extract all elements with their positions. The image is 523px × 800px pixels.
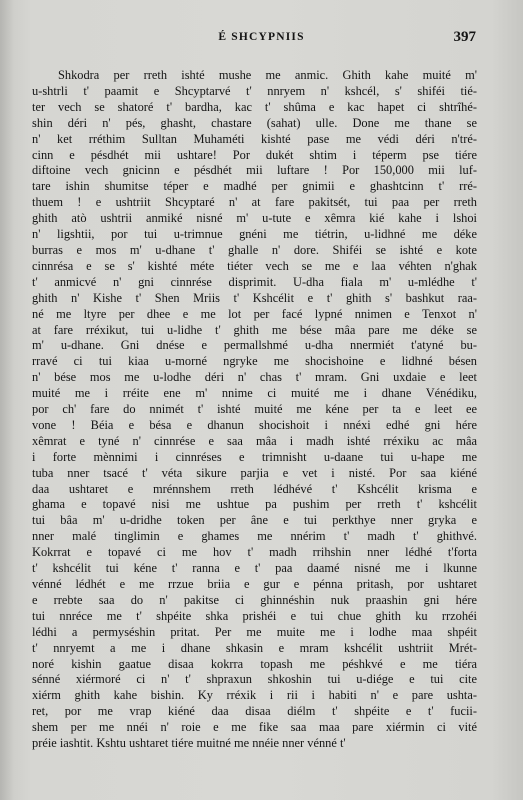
text-line: e rrebte saa do n' pakitse ci ghinnéshin nuk praashin gni hére bbox=[32, 592, 477, 607]
text-line: i forte mènnimi i cinnréses e trimnisht u-daane tui u-hape me bbox=[32, 449, 477, 464]
page-number: 397 bbox=[453, 29, 476, 45]
text-line: né me ltyre per dhee e me lot per facé lypné nnimen e Tenxot n' bbox=[32, 306, 477, 321]
text-line: nner malé tinglimin e ghames me nnérim t' madh t' ghithvé. bbox=[32, 529, 477, 544]
text-line: shem per me nnéi n' roie e me fike saa maa pare xiérmin ci vité bbox=[32, 720, 477, 735]
page-header bbox=[0, 31, 523, 47]
text-line: tui bâa m' u-dridhe token per âne e tui perkthye nner gryka e bbox=[32, 513, 477, 528]
text-line: Kokrrat e topavé ci me hov t' madh rrihshin nner lédhé t'forta bbox=[32, 545, 477, 560]
text-line: préie iashtit. Kshtu ushtaret tiére muitné me nnéie nner vénné t' bbox=[32, 736, 346, 751]
text-line: lédhi a permyséshin pritat. Per me muite me i lodhe maa shpéit bbox=[32, 624, 477, 639]
text-line: ter vech se shatoré t' bardha, kac t' shûma e kac hapet ci shtrîhé- bbox=[32, 99, 477, 114]
text-line: xiérm ghith kahe bishin. Ky rréxik i rii i habiti n' e pare ushta- bbox=[32, 688, 477, 703]
text-line: daa ushtaret e mrénnshem rreth lédhévé t' Kshcélit krisma e bbox=[32, 481, 477, 496]
text-line: m' u-dhane. Gni dnése e permallshmé u-dha nnermiét t'atyné bu- bbox=[32, 338, 477, 353]
text-line: cinnrésa e se s' kishté méte tiéter vech se me e laa véhten n'ghak bbox=[32, 258, 477, 273]
text-line: diftoine vech gnicinn e pésdhét mii luftare ! Por 150,000 mii luf- bbox=[32, 163, 477, 178]
gutter-shadow bbox=[0, 0, 14, 800]
text-line: tui nnréce me t' shpéite shka prishéi e tui chue ghith ku rrzohéi bbox=[32, 608, 477, 623]
text-line: muité me i rréite ene m' nnime ci muité me i dhane Vénédiku, bbox=[32, 386, 477, 401]
text-line: por ch' fare do nnimét t' ishté muité me kéne per ta e leet ee bbox=[32, 402, 477, 417]
text-line: burras e mos m' u-dhane t' ghalle n' dore. Shiféi se ishté e kote bbox=[32, 242, 477, 257]
text-line: n' ket rréthim Sulltan Muhaméti kishté pase me védi déri n'tré- bbox=[32, 131, 477, 146]
text-line: t' anmicvé n' gni cinnrése disprimit. U-dha fiala m' u-mlédhe t' bbox=[32, 274, 477, 289]
text-line: n' bése mos me u-lodhe déri n' chas t' mram. Gni uxdaie e leet bbox=[32, 370, 477, 385]
text-line: u-shtrli t' paamit e Shcyptarvé t' nnryem n' kshcél, s' shiféi tié- bbox=[32, 83, 477, 98]
text-line: thuem ! e ushtriit Shcyptaré n' at fare pakitsét, tui paa per rreth bbox=[32, 195, 477, 210]
text-line: cinn e pésdhét mii ushtare! Por dukét shtim i téperm pse tiére bbox=[32, 147, 477, 162]
text-line: t' nnryemt a me i dhane shkasin e mram kshcélit ushtriit Mrét- bbox=[32, 640, 477, 655]
text-line: ghith atò ushtrii anmiké nisné m' u-tute e xêmra kié kahe i lshoi bbox=[32, 211, 477, 226]
text-line: Shkodra per rreth ishté mushe me anmic. Ghith kahe muité m' bbox=[58, 68, 477, 82]
running-head: É SHCYPNIIS bbox=[218, 31, 305, 43]
text-line: tare ishin shumitse téper e madhé per gnimii e ghashtcinn t' rré- bbox=[32, 179, 477, 194]
text-line: shin déri n' pés, ghasht, chastare (sahat) ulle. Done me thane se bbox=[32, 115, 477, 130]
text-line: noré kishin gaatue disaa kokrra topash me péshkvé e me tiéra bbox=[32, 656, 477, 671]
text-line: ghama e topavé nisi me ushtue pa pushim per rreth t' kshcélit bbox=[32, 497, 477, 512]
body-text bbox=[32, 68, 477, 752]
text-line: ret, por me vrap kiéné daa disaa diélm t' shpéite e t' fucii- bbox=[32, 704, 477, 719]
text-line: t' kshcélit tui kéne t' ranna e t' paa daamé nisné me i lkunne bbox=[32, 561, 477, 576]
text-line: sénné xiérmoré ci n' t' shpraxun shkoshin tui u-diége e tui cite bbox=[32, 672, 477, 687]
text-line: vénné lédhét e me rrzue briia e gur e pénna pritash, por ushtaret bbox=[32, 577, 477, 591]
text-line: ghith n' Kishe t' Shen Mriis t' Kshcélit e t' ghith s' bashkut raa- bbox=[32, 290, 477, 305]
text-line: xêmrat e tyné n' cinnrése e saa mâa i madh ishté rréxiku ac mâa bbox=[32, 433, 477, 448]
text-line: at fare rréxikut, tui u-lidhe t' ghith me bése mâa pare me déke se bbox=[32, 322, 477, 337]
text-line: rravé ci tui kiaa u-morné ngryke me shocishoine e lidhné bésen bbox=[32, 354, 477, 369]
text-line: tuba nner tsacé t' véta sikure parjia e vet i nisté. Por saa kiéné bbox=[32, 465, 477, 480]
text-line: vone ! Béia e bésa e dhanun shocishoit i nnéxi edhé gni hére bbox=[32, 417, 477, 432]
text-line: n' ligshtii, por tui u-trimnue gnéni me tiétrin, u-lidhné me déke bbox=[32, 227, 477, 242]
